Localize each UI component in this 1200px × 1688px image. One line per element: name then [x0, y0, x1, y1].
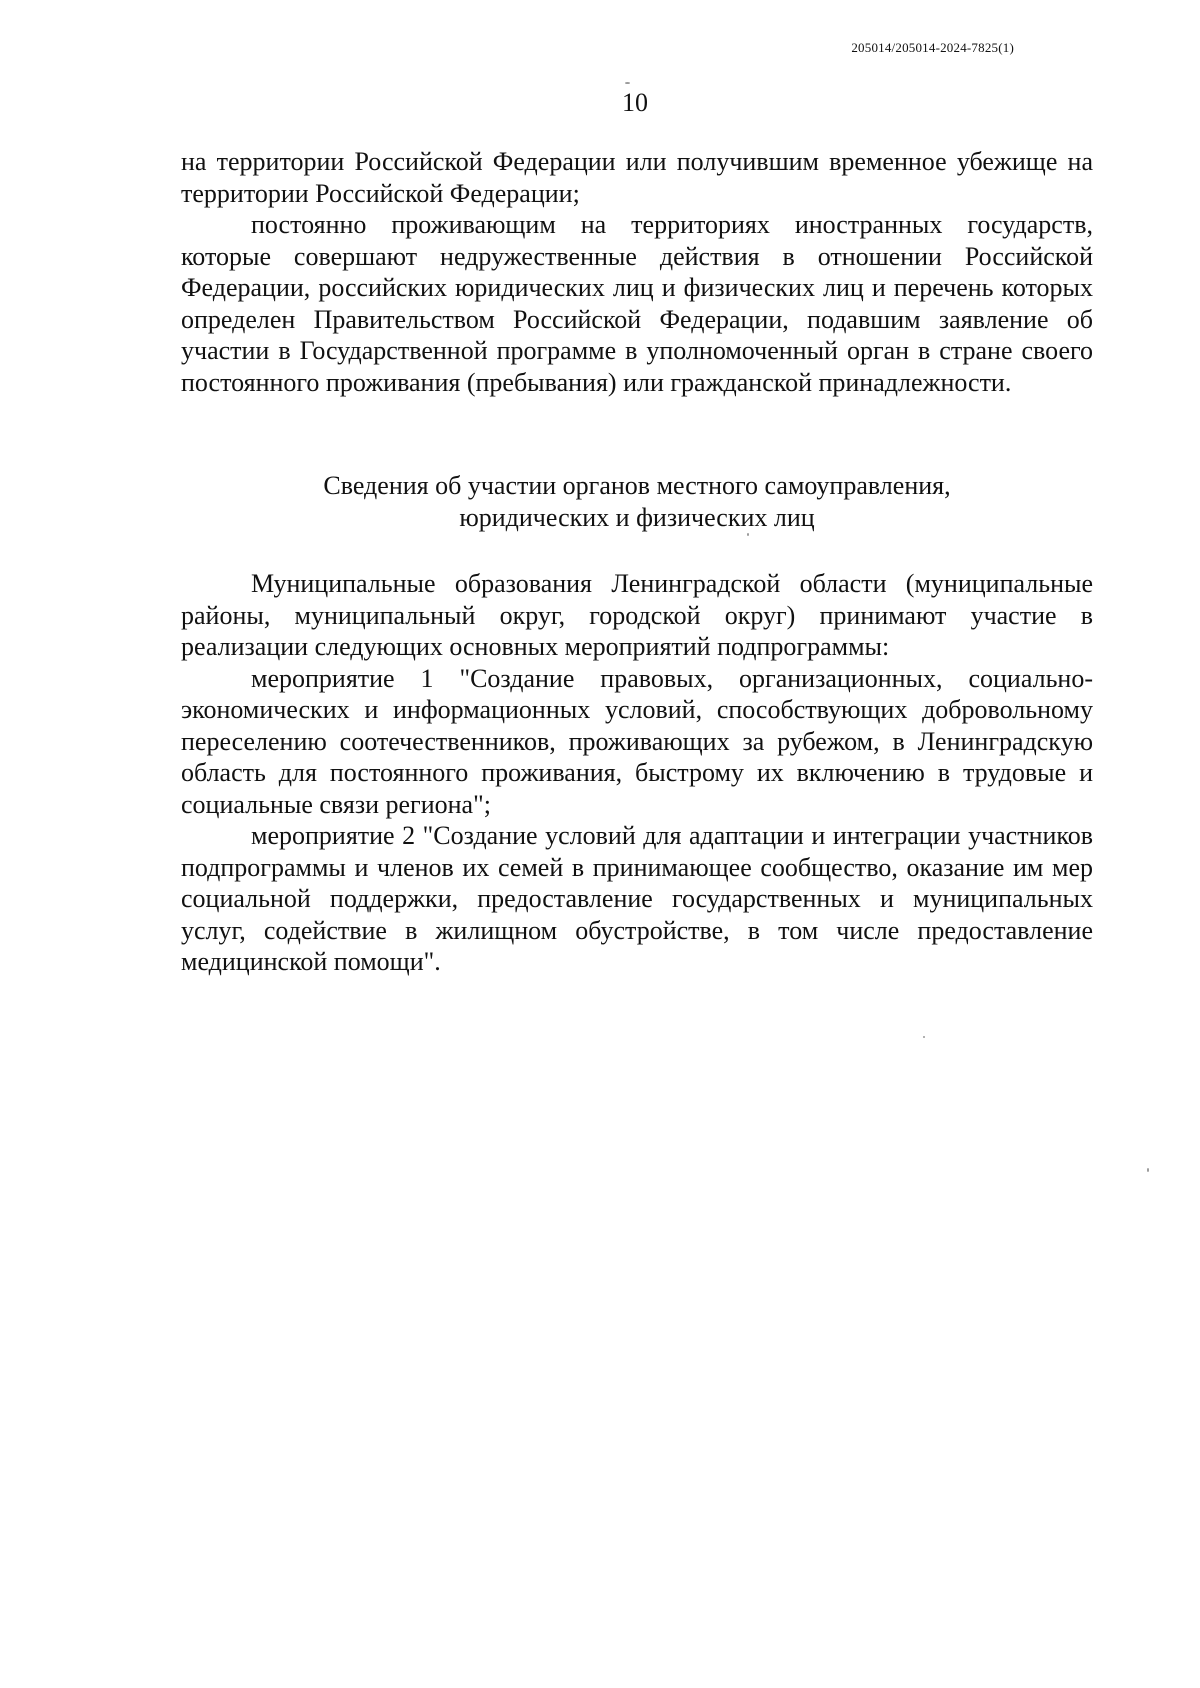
paragraph-measure-2: мероприятие 2 "Создание условий для адаптации и интеграции участников подпрограммы и членов их семей в принимающее сообщество, оказание им мер социальной поддержки, предоставление государственных и муниципальных услуг, содействие в жилищном обустройстве, в том числе предоставление медицинской помощи".	[181, 821, 1093, 976]
scan-speck	[747, 533, 749, 536]
page-number: 10	[622, 88, 648, 117]
section-heading	[181, 470, 1093, 533]
paragraph-measure-1: мероприятие 1 "Создание правовых, организационных, социально-экономических и информационных условий, способствующих добровольному переселению соотечественников, проживающих за рубежом, в Ленинградскую область для постоянного проживания, быстрому их включению в трудовые и социальные связи региона";	[181, 663, 1093, 819]
paragraph-residents-unfriendly-states: постоянно проживающим на территориях иностранных государств, которые совершают недружественные действия в отношении Российской Федерации, российских юридических лиц и физических лиц и перечень которых определен Правительством Российской Федерации, подавшим заявление об участии в Государственной программе в уполномоченный орган в стране своего постоянного проживания (пребывания) или гражданской принадлежности.	[181, 210, 1093, 397]
document-id: 205014/205014-2024-7825(1)	[851, 40, 1014, 55]
paragraph-municipalities: Муниципальные образования Ленинградской области (муниципальные районы, муниципальный округ, городской округ) принимают участие в реализации следующих основных мероприятий подпрограммы:	[181, 569, 1093, 661]
scan-speck	[625, 82, 630, 84]
scan-speck	[1147, 1168, 1149, 1172]
section-heading-line-1: Сведения об участии органов местного самоуправления,	[323, 471, 951, 500]
intro-text-block	[181, 146, 1093, 398]
section-heading-line-2: юридических и физических лиц	[459, 502, 815, 532]
section-text-block	[181, 568, 1093, 978]
paragraph-continuation: на территории Российской Федерации или получившим временное убежище на территории Российской Федерации;	[181, 147, 1093, 208]
scan-speck	[923, 1036, 925, 1038]
